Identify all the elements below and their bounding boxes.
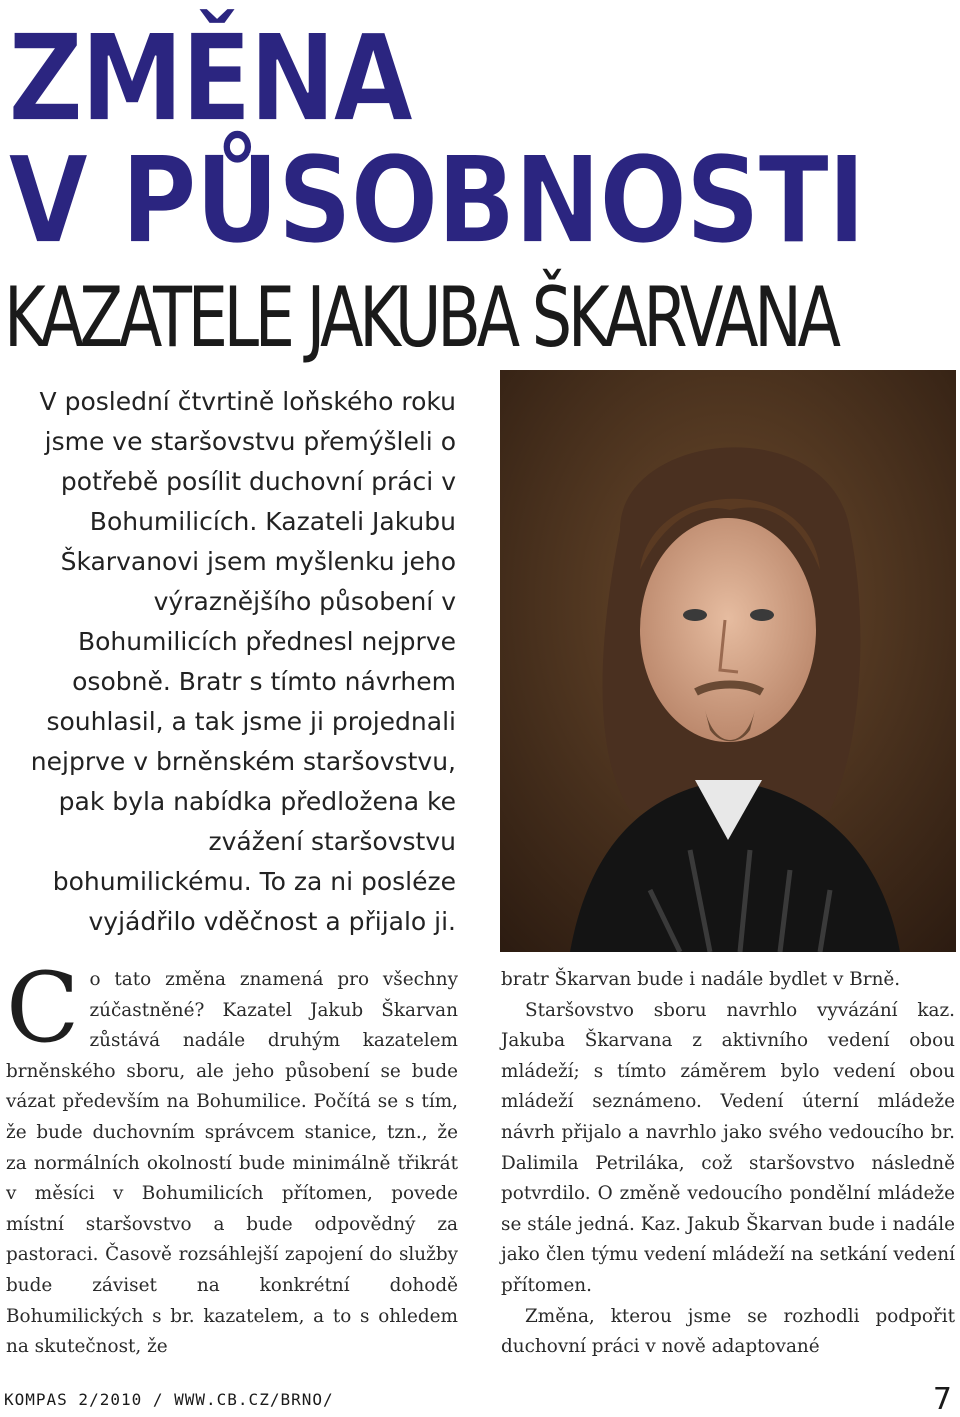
article-column-right [501, 965, 955, 1363]
article-paragraph: bratr Škarvan bude i nadále bydlet v Brně. [501, 969, 901, 990]
article-paragraph: Staršovstvo sboru navrhlo vyvázání kaz. Jakuba Škarvana z aktivního vedení obou mládeží; s tímto záměrem bylo vedení obou mládeží seznámeno. Vedení úterní mládeže návrh přijalo a navrhlo jako svého vedoucího br. Dalimila Petriláka, což staršovstvo následně potvrdilo. O změně vedoucího pondělní mládeže se stále jedná. Kaz. Jakub Škarvan bude i nadále jako člen týmu vedení mládeží na setkání vedení přítomen. [501, 999, 955, 1296]
subheadline: KAZATELE JAKUBA ŠKARVANA [4, 270, 837, 367]
headline-line-2: V PŮSOBNOSTI [8, 129, 864, 272]
footer-publication: KOMPAS 2/2010 / WWW.CB.CZ/BRNO/ [4, 1390, 334, 1409]
article-paragraph: o tato změna znamená pro všechny zúčastněné? Kazatel Jakub Škarvan zůstává nadále druhým kazatelem brněnského sboru, ale jeho působení se bude vázat především na Bohumilice. Počítá se s tím, že bude duchovním správcem stanice, tzn., že za normálních okolností bude minimálně třikrát v měsíci v Bohumilicích přítomen, povede místní staršovstvo a bude odpovědný za pastoraci. Časově rozsáhlejší zapojení do služby bude záviset na konkrétní dohodě Bohumilických s br. kazatelem, a to s ohledem na skutečnost, že [6, 969, 458, 1358]
lead-paragraph: V poslední čtvrtině loňského roku jsme ve staršovstvu přemýšleli o potřebě posílit duchovní práci v Bohumilicích. Kazateli Jakubu Škarvanovi jsem myšlenku jeho výraznějšího působení v Bohumilicích přednesl nejprve osobně. Bratr s tímto návrhem souhlasil, a tak jsme ji projednali nejprve v brněnském staršovstvu, pak byla nabídka předložena ke zvážení staršovstvu bohumilickému. To za ni posléze vyjádřilo vděčnost a přijalo ji. [30, 387, 456, 936]
article-column-left [6, 952, 458, 1363]
headline-line-1: ZMĚNA [8, 7, 411, 150]
portrait-illustration [500, 370, 956, 952]
portrait-photo [500, 370, 956, 952]
article-paragraph: Změna, kterou jsme se rozhodli podpořit duchovní práci v nově adaptované [501, 1305, 955, 1358]
page-number: 7 [932, 1382, 952, 1417]
drop-cap: C [6, 952, 80, 1064]
